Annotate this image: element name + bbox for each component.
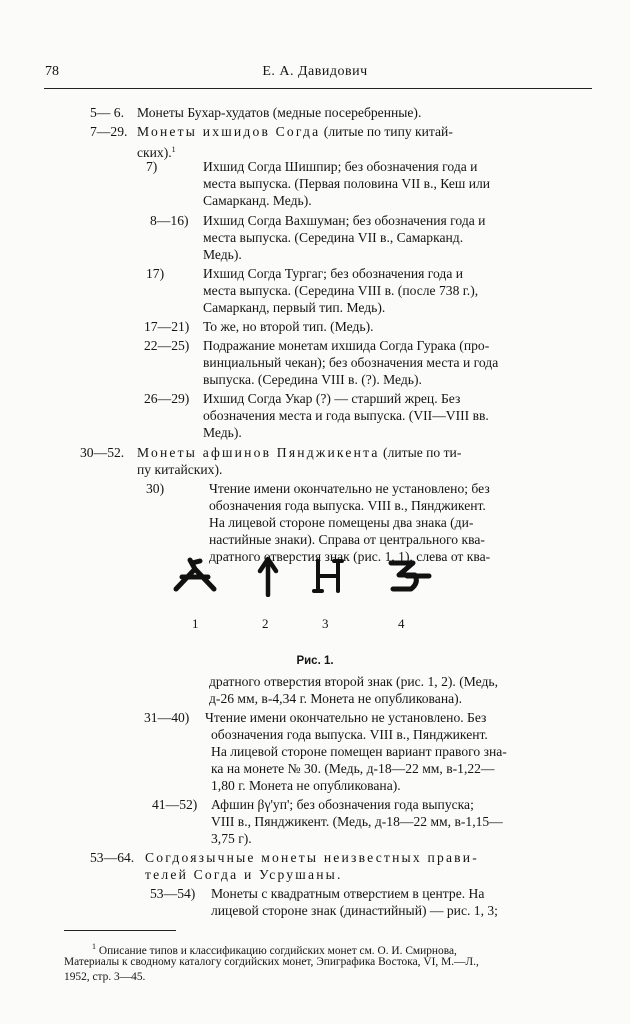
entry-text: выпуска. (Середина VIII в. (?). Медь).	[203, 372, 422, 387]
entry-text: лицевой стороне знак (династийный) — рис. 1, 3;	[211, 903, 498, 918]
entry-text: дратного отверстия второй знак (рис. 1, 2). (Медь,	[209, 674, 498, 689]
entry-text: Ихшид Согда Укар (?) — старший жрец. Без	[203, 391, 461, 406]
entry-text: Монеты с квадратным отверстием в центре. На	[211, 886, 485, 901]
entry-text: Чтение имени окончательно не установлено. Без	[205, 710, 487, 725]
entry-text: обозначения места и года выпуска. (VII—VIII вв.	[203, 408, 489, 423]
spaced-heading: телей Согда и Усрушаны.	[145, 867, 343, 882]
entry-text: места выпуска. (Середина VIII в. (после 738 г.),	[203, 283, 479, 298]
footnote-line: 1952, стр. 3—45.	[64, 971, 146, 983]
entry-text: дратного отверстия знак (рис. 1, 1), слева от ква-	[209, 549, 491, 564]
spaced-heading: Монеты ихшидов Согда	[137, 124, 321, 139]
entry-text: обозначения года выпуска. VIII в., Пянджикент.	[211, 727, 488, 742]
entry-number: 17)	[146, 266, 165, 281]
figure-caption: Рис. 1.	[296, 655, 334, 667]
footnote-text: Описание типов и классификацию согдийских монет см. О. И. Смирнова,	[98, 945, 457, 957]
entry-text: Самарканд, первый тип. Медь).	[203, 300, 386, 315]
entry-text: 3,75 г).	[211, 831, 252, 846]
entry-text: На лицевой стороне помещен вариант правого зна-	[211, 744, 507, 759]
entry-text: настийные знаки). Справа от центрального ква-	[209, 532, 485, 547]
entry-number: 17—21)	[144, 319, 190, 334]
entry-number: 30)	[146, 481, 165, 496]
entry-text: Ихшид Согда Вахшуман; без обозначения года и	[203, 213, 486, 228]
entry-number: 53—64.	[90, 850, 135, 865]
dynastic-sign-3-icon	[310, 557, 346, 595]
entry-text: Самарканд. Медь).	[203, 193, 312, 208]
entry-text: На лицевой стороне помещены два знака (ди-	[209, 515, 474, 530]
footnote-line: Материалы к сводному каталогу согдийских монет, Эпиграфика Востока, VI, М.—Л.,	[64, 956, 479, 968]
figure-number: 2	[262, 616, 269, 631]
running-head: Е. А. Давидович	[262, 64, 368, 79]
entry-number: 22—25)	[144, 338, 190, 353]
entry-text: VIII в., Пянджикент. (Медь, д-18—22 мм, в-1,15—	[211, 814, 503, 829]
dynastic-sign-1-icon	[170, 555, 220, 595]
entry-text: места выпуска. (Первая половина VII в., Кеш или	[203, 176, 491, 191]
entry-text: обозначения года выпуска. VIII в., Пянджикент.	[209, 498, 486, 513]
figure-number: 1	[192, 616, 199, 631]
entry-number: 30—52.	[80, 445, 125, 460]
entry-heading	[137, 444, 461, 461]
figure-number: 3	[322, 616, 329, 631]
entry-number: 7)	[146, 159, 158, 174]
entry-text: Медь).	[203, 425, 242, 440]
spaced-heading: Согдоязычные монеты неизвестных прави-	[145, 850, 479, 865]
entry-number: 41—52)	[152, 797, 198, 812]
spaced-heading: Монеты афшинов Пянджикента	[137, 445, 380, 460]
entry-number: 8—16)	[150, 213, 189, 228]
entry-text: Медь).	[203, 247, 242, 262]
entry-text: Монеты Бухар-худатов (медные посеребренные).	[137, 105, 422, 120]
entry-text: Подражание монетам ихшида Согда Гурака (про-	[203, 338, 490, 353]
entry-text: Ихшид Согда Шишпир; без обозначения года и	[203, 159, 478, 174]
entry-text: д-26 мм, в-4,34 г. Монета не опубликована).	[209, 691, 463, 706]
dynastic-sign-2-icon	[256, 555, 280, 597]
entry-number: 26—29)	[144, 391, 190, 406]
figure-number: 4	[398, 616, 405, 631]
header-rule	[44, 88, 592, 89]
entry-text: 1,80 г. Монета не опубликована).	[211, 778, 401, 793]
entry-text: Афшин βγ'уп'; без обозначения года выпуска;	[211, 797, 474, 812]
entry-text: То же, но второй тип. (Медь).	[203, 319, 374, 334]
entry-number: 31—40)	[144, 710, 190, 725]
entry-number: 53—54)	[150, 886, 196, 901]
footnote-ref: 1	[171, 145, 176, 154]
entry-text: пу китайских).	[137, 462, 223, 477]
entry-text-part: ских).	[137, 145, 172, 160]
entry-text: ка на монете № 30. (Медь, д-18—22 мм, в-1,22—	[211, 761, 495, 776]
entry-heading	[137, 123, 453, 140]
entry-text: Ихшид Согда Тургаг; без обозначения года и	[203, 266, 464, 281]
entry-number: 7—29.	[90, 124, 128, 139]
footnote-rule	[64, 930, 176, 931]
entry-number: 5— 6.	[90, 105, 124, 120]
dynastic-sign-4-icon	[385, 559, 433, 595]
entry-text: винциальный чекан); без обозначения места и года	[203, 355, 499, 370]
footnote-mark: 1	[92, 942, 96, 951]
heading-rest: (литые по ти-	[379, 445, 462, 460]
page-number: 78	[45, 64, 59, 79]
entry-text: места выпуска. (Середина VII в., Самарканд.	[203, 230, 464, 245]
entry-text: Чтение имени окончательно не установлено; без	[209, 481, 490, 496]
heading-rest: (литые по типу китай-	[320, 124, 453, 139]
